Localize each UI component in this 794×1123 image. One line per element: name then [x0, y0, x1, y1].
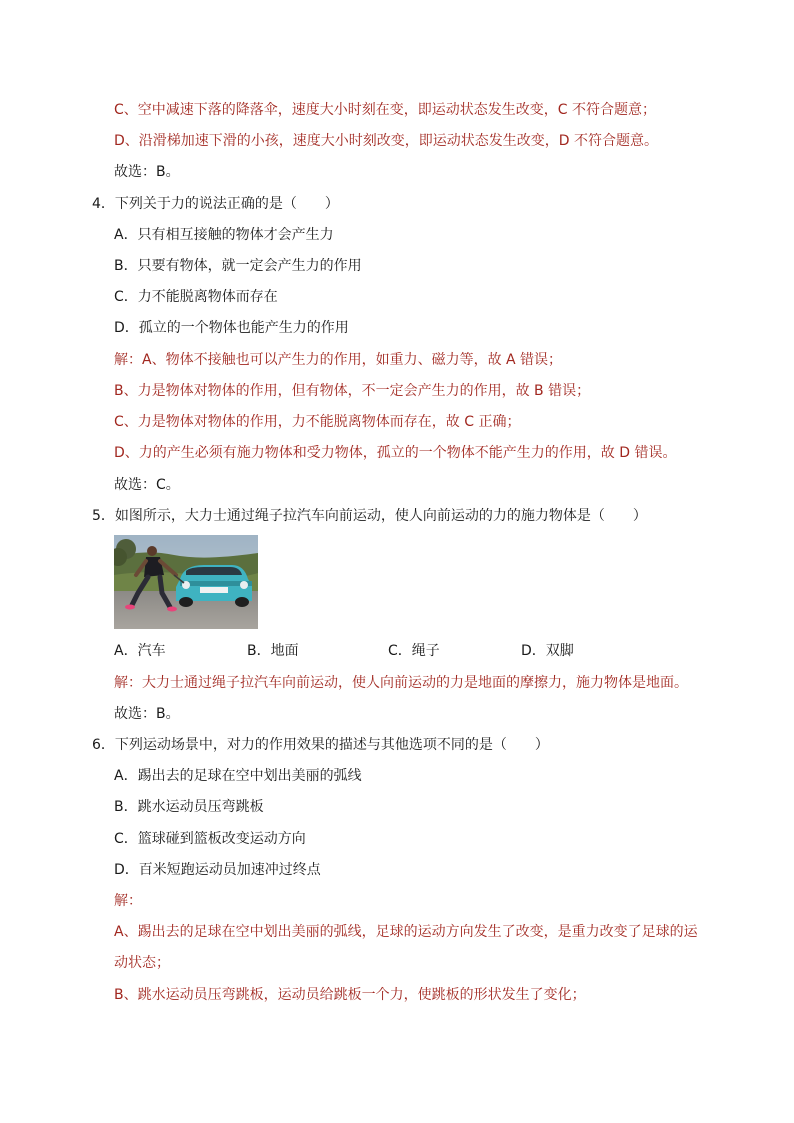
- q4-solution-d: D、力的产生必须有施力物体和受力物体，孤立的一个物体不能产生力的作用，故 D 错误。: [114, 445, 677, 461]
- prev-answer: 故选：B。: [114, 164, 180, 180]
- q5-answer: 故选：B。: [114, 706, 180, 722]
- q6-option-b: B．跳水运动员压弯跳板: [114, 799, 264, 815]
- q5-option-d: D．双脚: [521, 643, 574, 659]
- q6-solution-b: B、跳水运动员压弯跳板，运动员给跳板一个力，使跳板的形状发生了变化；: [114, 987, 586, 1003]
- strongman-pulling-car-photo: [114, 535, 258, 629]
- q4-solution-b: B、力是物体对物体的作用，但有物体，不一定会产生力的作用，故 B 错误；: [114, 383, 591, 399]
- q4-option-c: C．力不能脱离物体而存在: [114, 289, 278, 305]
- q6-option-a: A．踢出去的足球在空中划出美丽的弧线: [114, 768, 362, 784]
- q5-option-a: A．汽车: [114, 643, 166, 659]
- q4-option-b: B．只要有物体，就一定会产生力的作用: [114, 258, 362, 274]
- q5-option-b: B．地面: [247, 643, 299, 659]
- q5-option-c: C．绳子: [388, 643, 440, 659]
- q6-stem: 6．下列运动场景中，对力的作用效果的描述与其他选项不同的是（ ）: [92, 737, 549, 753]
- q5-solution: 解：大力士通过绳子拉汽车向前运动，使人向前运动的力是地面的摩擦力，施力物体是地面。: [114, 675, 688, 691]
- q4-solution-c: C、力是物体对物体的作用，力不能脱离物体而存在，故 C 正确；: [114, 414, 521, 430]
- q6-option-d: D．百米短跑运动员加速冲过终点: [114, 862, 321, 878]
- q4-option-a: A．只有相互接触的物体才会产生力: [114, 227, 334, 243]
- q5-stem: 5．如图所示，大力士通过绳子拉汽车向前运动，使人向前运动的力的施力物体是（ ）: [92, 508, 647, 524]
- q6-solution-label: 解：: [114, 893, 142, 909]
- prev-solution-d: D、沿滑梯加速下滑的小孩，速度大小时刻改变，即运动状态发生改变，D 不符合题意。: [114, 133, 659, 149]
- q4-answer: 故选：C。: [114, 477, 180, 493]
- q4-solution-a: 解：A、物体不接触也可以产生力的作用，如重力、磁力等，故 A 错误；: [114, 352, 563, 368]
- prev-solution-c: C、空中减速下落的降落伞，速度大小时刻在变，即运动状态发生改变，C 不符合题意；: [114, 102, 656, 118]
- q6-solution-a-line1: A、踢出去的足球在空中划出美丽的弧线，足球的运动方向发生了改变，是重力改变了足球的运: [114, 924, 698, 940]
- q4-stem: 4．下列关于力的说法正确的是（ ）: [92, 196, 339, 212]
- q6-option-c: C．篮球碰到篮板改变运动方向: [114, 831, 306, 847]
- q4-option-d: D．孤立的一个物体也能产生力的作用: [114, 320, 349, 336]
- q6-solution-a-line2: 动状态；: [114, 955, 170, 971]
